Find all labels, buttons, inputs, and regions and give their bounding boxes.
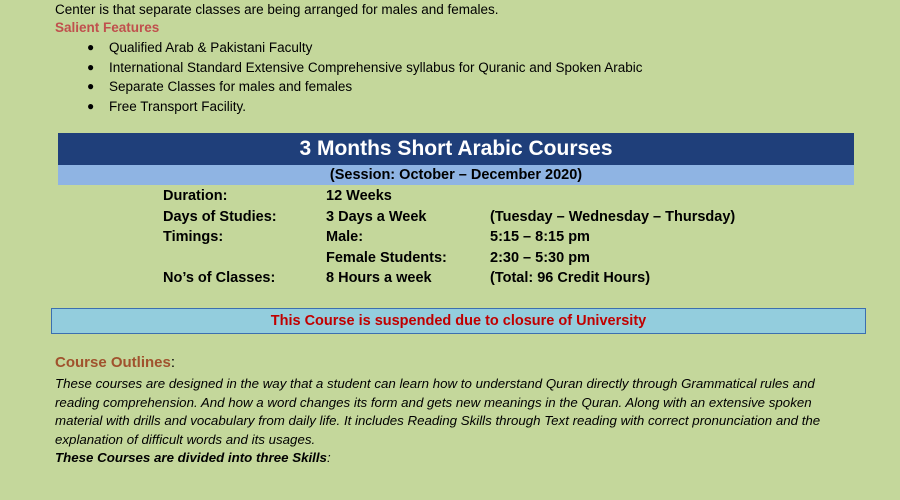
course-title-banner: 3 Months Short Arabic Courses	[58, 133, 854, 165]
classes-note: (Total: 96 Credit Hours)	[490, 270, 651, 286]
skills-text: These Courses are divided into three Skills	[55, 450, 327, 465]
detail-row-days	[163, 207, 863, 228]
female-time: 2:30 – 5:30 pm	[490, 249, 590, 266]
feature-text: Free Transport Facility.	[109, 98, 247, 114]
detail-row-timings	[163, 227, 863, 248]
days-value: 3 Days a Week	[326, 208, 427, 225]
outlines-colon: :	[170, 354, 176, 371]
skills-colon: :	[326, 450, 331, 465]
detail-row-duration	[163, 186, 863, 207]
bullet-icon: ●	[87, 59, 95, 74]
bullet-icon: ●	[87, 40, 95, 54]
course-outlines-paragraph: These courses are designed in the way that a student can learn how to understand Quran directly through Grammatical rules and reading comprehension. And how a word changes its form and gets new meanings in the Quran. Along with an extensive spoken material with drills and vocabulary from daily life. It includes Reading Skills through Text reading with correct pronunciation and the explanation of difficult words and its usages.	[55, 376, 821, 447]
intro-text: Center is that separate classes are being arranged for males and females.	[55, 2, 499, 17]
suspension-notice: This Course is suspended due to closure of University	[51, 308, 866, 334]
list-item	[55, 58, 643, 78]
bullet-icon: ●	[87, 98, 95, 113]
list-item	[55, 97, 643, 117]
salient-features-heading: Salient Features	[55, 20, 160, 35]
session-bar: (Session: October – December 2020)	[58, 165, 854, 185]
male-label: Male:	[326, 229, 364, 245]
list-item	[55, 77, 643, 97]
classes-value: 8 Hours a week	[326, 270, 432, 286]
bullet-icon: ●	[87, 79, 95, 93]
duration-label: Duration:	[163, 188, 228, 204]
salient-features-list	[55, 38, 643, 116]
days-note: (Tuesday – Wednesday – Thursday)	[490, 208, 736, 225]
course-details	[163, 186, 863, 289]
timings-label: Timings:	[163, 229, 224, 245]
course-outlines-heading	[55, 354, 175, 371]
list-item	[55, 38, 643, 58]
days-label: Days of Studies:	[163, 208, 277, 225]
female-label: Female Students:	[326, 249, 447, 266]
duration-value: 12 Weeks	[326, 188, 392, 204]
classes-label: No’s of Classes:	[163, 270, 276, 286]
skills-line	[55, 450, 331, 465]
male-time: 5:15 – 8:15 pm	[490, 229, 590, 245]
feature-text: Separate Classes for males and females	[109, 79, 353, 94]
feature-text: Qualified Arab & Pakistani Faculty	[109, 40, 313, 55]
feature-text: International Standard Extensive Comprehensive syllabus for Quranic and Spoken Arabic	[109, 59, 643, 75]
detail-row-classes	[163, 268, 863, 289]
outlines-title-text: Course Outlines	[55, 354, 171, 371]
detail-row-female	[163, 248, 863, 269]
